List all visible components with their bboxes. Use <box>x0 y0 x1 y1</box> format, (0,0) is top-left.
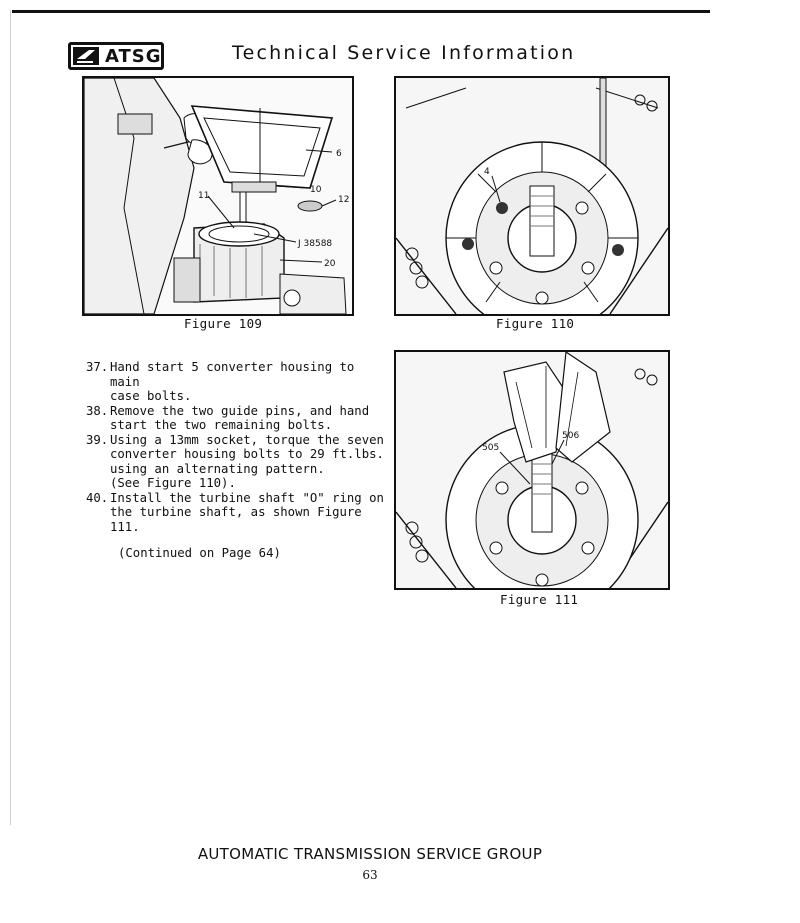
callout-11: 11 <box>198 191 210 201</box>
procedure-steps <box>86 360 386 534</box>
callout-4: 4 <box>484 167 490 177</box>
callout-6: 6 <box>336 149 342 159</box>
step-40 <box>86 491 386 535</box>
step-text: Using a 13mm socket, torque the seven converter housing bolts to 29 ft.lbs. using an alternating pattern. (See Figure 110). <box>110 432 384 490</box>
step-text: Hand start 5 converter housing to main case bolts. <box>110 360 355 403</box>
callout-j38588: J 38588 <box>298 239 333 249</box>
figure-111-illustration <box>394 350 670 590</box>
page-header-title: Technical Service Information <box>232 42 576 64</box>
step-number: 37. <box>86 360 109 374</box>
left-margin-rule <box>10 10 11 825</box>
step-number: 40. <box>86 490 109 505</box>
step-text: Install the turbine shaft "O" ring on the turbine shaft, as shown Figure 111. <box>110 490 384 534</box>
callout-12: 12 <box>338 195 350 205</box>
step-37 <box>86 360 386 404</box>
callout-506: 506 <box>562 431 580 441</box>
figure-109-caption: Figure 109 <box>184 316 263 331</box>
callout-505: 505 <box>482 443 500 453</box>
continued-note: (Continued on Page 64) <box>118 546 281 560</box>
figure-110-caption: Figure 110 <box>496 316 575 331</box>
callout-10: 10 <box>310 185 322 195</box>
figure-111-caption: Figure 111 <box>500 592 579 607</box>
page-number: 63 <box>362 868 378 882</box>
step-number: 38. <box>86 403 109 418</box>
step-number: 39. <box>86 432 109 447</box>
figure-109-illustration <box>82 76 354 316</box>
atsg-logo <box>68 42 164 70</box>
figure-110-illustration <box>394 76 670 316</box>
top-rule <box>12 10 710 13</box>
footer-org-name: AUTOMATIC TRANSMISSION SERVICE GROUP <box>197 845 543 863</box>
logo-text: ATSG <box>105 46 162 67</box>
step-38 <box>86 404 386 433</box>
step-text: Remove the two guide pins, and hand start the two remaining bolts. <box>110 403 370 432</box>
step-39 <box>86 433 386 491</box>
callout-20: 20 <box>324 259 336 269</box>
